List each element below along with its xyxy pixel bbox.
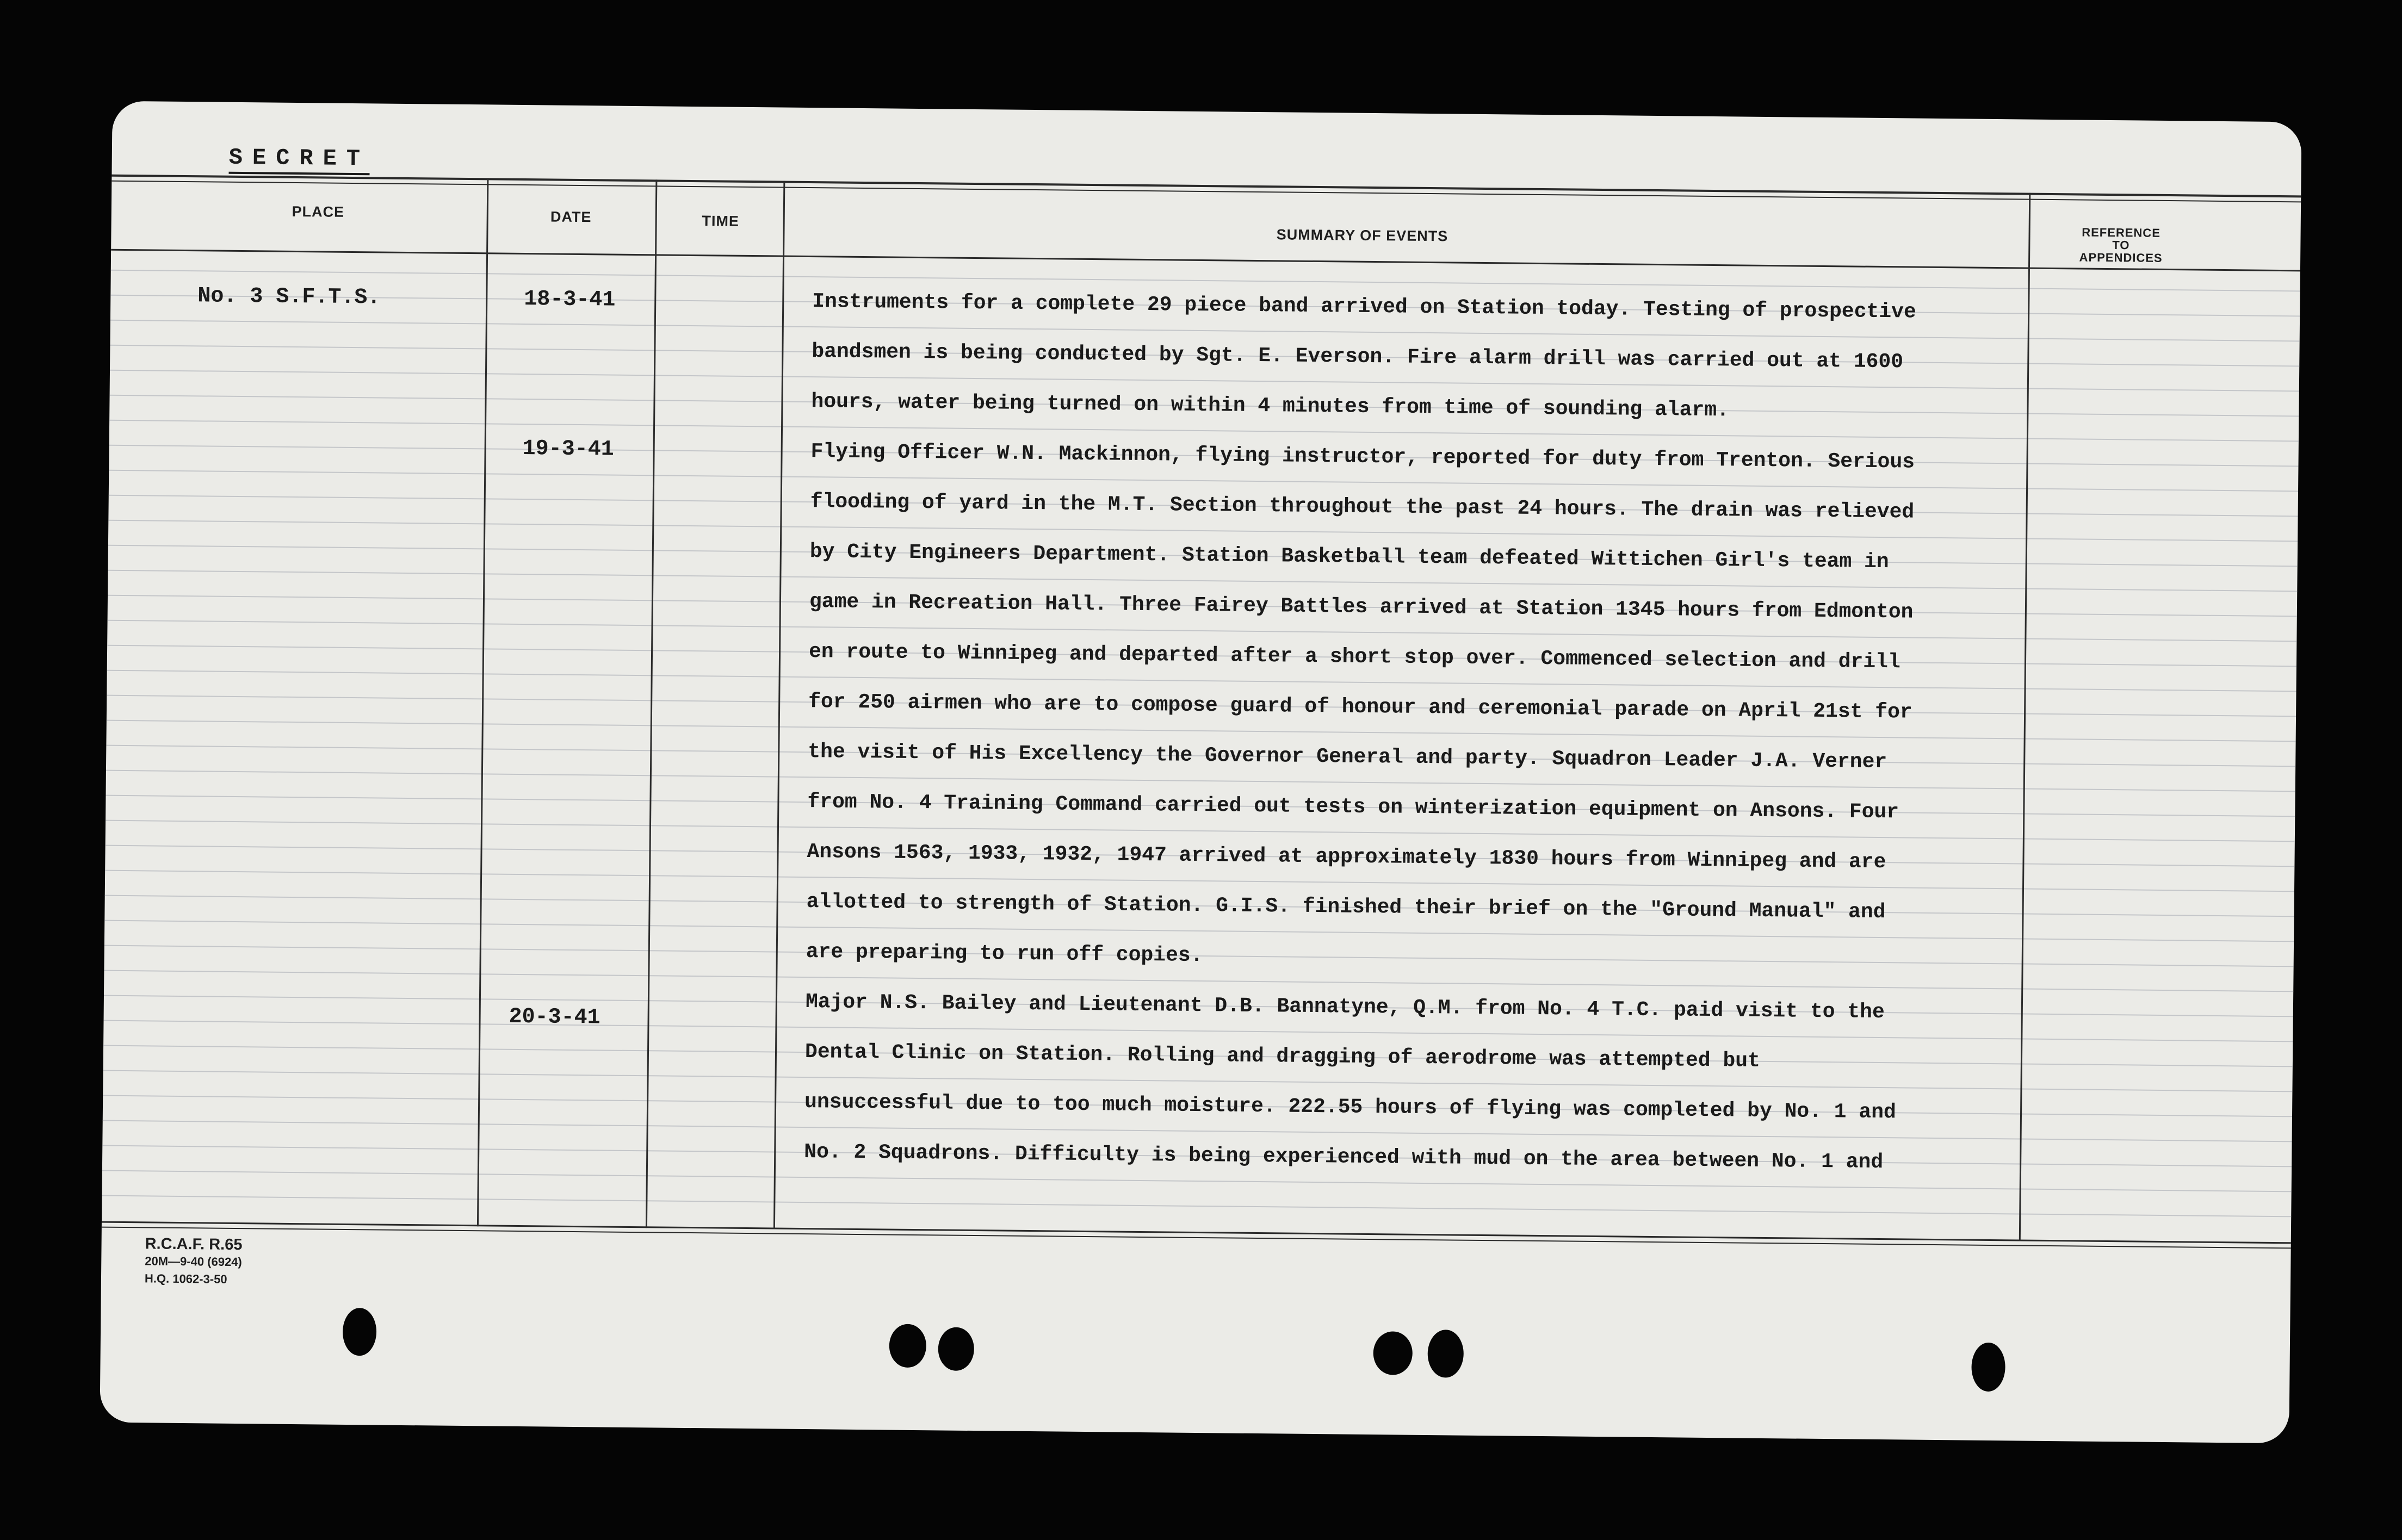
form-number-line3: H.Q. 1062-3-50 xyxy=(144,1271,227,1286)
header-reference xyxy=(2039,226,2203,265)
secret-stamp: SECRET xyxy=(228,145,370,175)
summary-line: for 250 airmen who are to compose guard of honour and ceremonial parade on April 21st for xyxy=(808,690,1912,724)
punch-hole xyxy=(938,1327,974,1371)
punch-hole xyxy=(343,1308,377,1356)
summary-line: en route to Winnipeg and departed after a short stop over. Commenced selection and drill xyxy=(808,640,1900,674)
date-entry-1: 18-3-41 xyxy=(524,287,616,313)
ruled-line xyxy=(111,270,2300,292)
summary-line: Ansons 1563, 1933, 1932, 1947 arrived at approximately 1830 hours from Winnipeg and are xyxy=(807,840,1886,874)
summary-line: Dental Clinic on Station. Rolling and dragging of aerodrome was attempted but xyxy=(804,1040,1761,1073)
punch-hole xyxy=(889,1324,926,1368)
punch-hole xyxy=(1373,1331,1413,1375)
summary-line: are preparing to run off copies. xyxy=(806,940,1203,968)
column-divider-date-time xyxy=(646,179,658,1228)
summary-line: the visit of His Excellency the Governor General and party. Squadron Leader J.A. Verner xyxy=(808,740,1887,774)
diary-form-card xyxy=(100,101,2301,1444)
summary-line: hours, water being turned on within 4 minutes from time of sounding alarm. xyxy=(811,390,1730,423)
column-divider-place-date xyxy=(477,178,489,1226)
summary-line: allotted to strength of Station. G.I.S. finished their brief on the "Ground Manual" and xyxy=(806,890,1886,924)
header-summary: SUMMARY OF EVENTS xyxy=(1276,226,1448,245)
form-number xyxy=(145,1235,243,1288)
punch-hole xyxy=(1427,1330,1464,1378)
header-top-rule-2 xyxy=(112,181,2301,203)
date-entry-2: 19-3-41 xyxy=(522,437,614,462)
header-top-rule xyxy=(112,175,2301,198)
column-divider-summary-reference xyxy=(2019,193,2031,1241)
footer-rule-2 xyxy=(102,1227,2291,1249)
summary-line: Flying Officer W.N. Mackinnon, flying instructor, reported for duty from Trenton. Serious xyxy=(810,440,1915,474)
column-divider-time-summary xyxy=(773,181,785,1229)
punch-hole xyxy=(1971,1343,2005,1392)
summary-line: Major N.S. Bailey and Lieutenant D.B. Bannatyne, Q.M. from No. 4 T.C. paid visit to the xyxy=(805,990,1885,1024)
header-reference-line3: APPENDICES xyxy=(2079,250,2163,265)
form-number-line2: 20M—9-40 (6924) xyxy=(145,1254,242,1269)
summary-line: by City Engineers Department. Station Basketball team defeated Wittichen Girl's team in xyxy=(809,540,1889,574)
form-number-line1: R.C.A.F. R.65 xyxy=(145,1235,243,1254)
header-reference-line1: REFERENCE xyxy=(2082,225,2161,240)
date-entry-3: 20-3-41 xyxy=(509,1004,600,1030)
footer-rule xyxy=(102,1221,2291,1244)
ruled-lines xyxy=(113,101,2302,122)
header-date: DATE xyxy=(550,208,592,226)
summary-line: unsuccessful due to too much moisture. 222.55 hours of flying was completed by No. 1 and xyxy=(804,1090,1896,1125)
header-reference-line2: TO xyxy=(2112,238,2130,252)
header-bottom-rule xyxy=(111,249,2300,272)
summary-line: from No. 4 Training Command carried out tests on winterization equipment on Ansons. Four xyxy=(807,790,1899,824)
summary-line: flooding of yard in the M.T. Section throughout the past 24 hours. The drain was relieved xyxy=(810,490,1915,524)
place-entry: No. 3 S.F.T.S. xyxy=(197,284,381,311)
header-place: PLACE xyxy=(292,203,345,220)
header-time: TIME xyxy=(702,213,740,229)
summary-line: Instruments for a complete 29 piece band arrived on Station today. Testing of prospective xyxy=(812,290,1916,324)
summary-line: No. 2 Squadrons. Difficulty is being experienced with mud on the area between No. 1 and xyxy=(804,1140,1884,1175)
summary-line: bandsmen is being conducted by Sgt. E. Everson. Fire alarm drill was carried out at 1600 xyxy=(812,340,1904,374)
summary-line: game in Recreation Hall. Three Fairey Battles arrived at Station 1345 hours from Edmonton xyxy=(809,590,1914,624)
summary-of-events xyxy=(804,290,1982,1202)
